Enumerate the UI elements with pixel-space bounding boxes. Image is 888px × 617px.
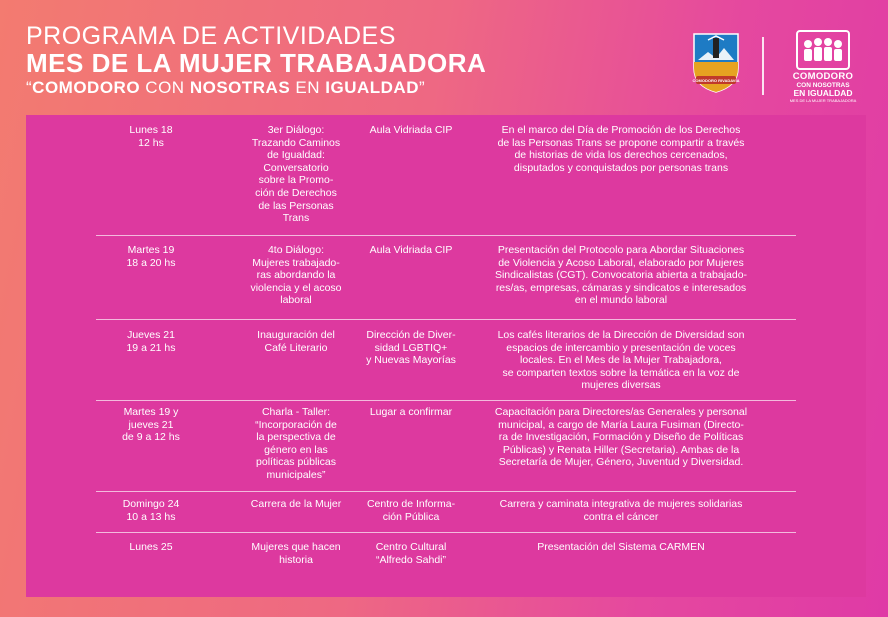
event-date: Domingo 24 10 a 13 hs (122, 498, 180, 523)
event-location: Aula Vidriada CIP (369, 244, 453, 256)
campaign-logo (782, 30, 864, 103)
campaign-logo-line-2: CON NOSOTRAS (796, 82, 850, 89)
event-date: Martes 19 18 a 20 hs (126, 244, 176, 269)
quote-close: ” (418, 78, 426, 97)
event-location: Aula Vidriada CIP (369, 124, 453, 136)
campaign-logo-line-4: MES DE LA MUJER TRABAJADORA (789, 98, 857, 103)
event-description: En el marco del Día de Promoción de los Derechos de las Personas Trans se propone compartir a través de historias de vida los derechos cercenados, disputados y conquistados por personas trans (497, 124, 745, 174)
logos (690, 30, 870, 110)
row-divider (96, 319, 796, 320)
schedule-panel (26, 115, 866, 597)
event-location: Dirección de Diver- sidad LGBTIQ+ y Nuevas Mayorías (366, 329, 456, 367)
subtitle-word-3: NOSOTRAS (189, 78, 291, 97)
event-activity: 3er Diálogo: Trazando Caminos de Igualdad: Conversatorio sobre la Promo- ción de Derechos de las Personas Trans (251, 124, 341, 225)
event-date: Martes 19 y jueves 21 de 9 a 12 hs (122, 406, 180, 444)
event-description: Presentación del Protocolo para Abordar Situaciones de Violencia y Acoso Laboral, elaborado por Mujeres Sindicalistas (CGT). Convocatoria abierta a trabajado- res/as, empresas, cámaras y sindicatos e interesados en el mundo laboral (494, 244, 748, 307)
title-line-1: PROGRAMA DE ACTIVIDADES (26, 22, 396, 50)
subtitle-word-5: IGUALDAD (325, 78, 419, 97)
event-activity: Inauguración del Café Literario (257, 329, 335, 354)
row-divider (96, 491, 796, 492)
event-activity: Charla - Taller: “Incorporación de la perspectiva de género en las políticas públicas municipales” (255, 406, 337, 481)
row-divider (96, 400, 796, 401)
logo-divider (762, 37, 764, 95)
event-location: Centro Cultural “Alfredo Sahdi” (375, 541, 447, 566)
event-location: Centro de Informa- ción Pública (366, 498, 456, 523)
row-divider (96, 235, 796, 236)
event-activity: Carrera de la Mujer (250, 498, 342, 510)
municipal-shield-logo (690, 30, 742, 94)
campaign-logo-line-3: EN IGUALDAD (793, 88, 853, 98)
row-divider (96, 532, 796, 533)
title-line-2: MES DE LA MUJER TRABAJADORA (26, 48, 487, 78)
event-date: Lunes 18 12 hs (129, 124, 173, 149)
event-description: Los cafés literarios de la Dirección de Diversidad son espacios de intercambio y presentación de voces locales. En el Mes de la Mujer Trabajadora, se comparten textos sobre la temática en la voz de mujeres diversas (497, 329, 745, 392)
event-description: Capacitación para Directores/as Generales y personal municipal, a cargo de María Laura Fusiman (Directo- ra de Investigación, Formación y Diseño de Políticas Públicas) y Renata Hiller (Secretaria). Ambas de la Secretaría de Mujer, Género, Juventud y Diversidad. (494, 406, 748, 469)
subtitle-word-4: EN (295, 78, 321, 97)
subtitle-word-1: COMODORO (32, 78, 141, 97)
campaign-logo-line-1: COMODORO (792, 71, 854, 82)
event-description: Presentación del Sistema CARMEN (537, 541, 705, 553)
event-location: Lugar a confirmar (369, 406, 453, 418)
event-date: Jueves 21 19 a 21 hs (126, 329, 176, 354)
campaign-logo-figures-icon (796, 30, 850, 70)
event-date: Lunes 25 (129, 541, 173, 553)
quote-open: “ (26, 78, 33, 97)
event-description: Carrera y caminata integrativa de mujeres solidarias contra el cáncer (499, 498, 743, 523)
event-activity: 4to Diálogo: Mujeres trabajado- ras abordando la violencia y el acoso laboral (250, 244, 342, 307)
event-activity: Mujeres que hacen historia (251, 541, 341, 566)
shield-banner-text: COMODORO RIVADAVIA (692, 78, 740, 83)
subtitle (26, 77, 486, 99)
header (26, 22, 486, 99)
subtitle-word-2: CON (145, 78, 185, 97)
